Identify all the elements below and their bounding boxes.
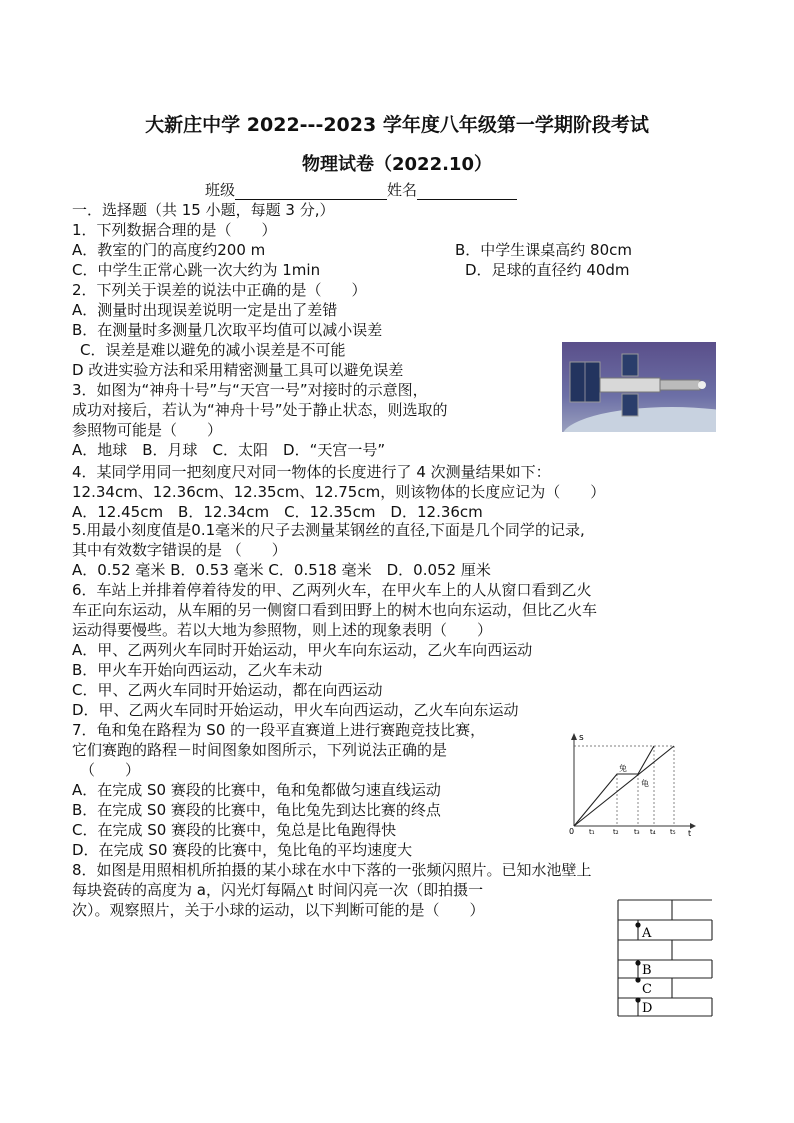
q6-stem-1: 6．车站上并排着停着待发的甲、乙两列火车，在甲火车上的人从窗口看到乙火 — [72, 581, 592, 599]
turtle-line — [574, 746, 674, 826]
q6-stem-3: 运动得要慢些。若以大地为参照物，则上述的现象表明（ ） — [72, 621, 493, 639]
q2-option-d: D 改进实验方法和采用精密测量工具可以避免误差 — [72, 361, 404, 379]
q5-stem-1: 5.用最小刻度值是0.1毫米的尺子去测量某钢丝的直径,下面是几个同学的记录, — [72, 521, 585, 539]
q1-option-c: C．中学生正常心跳一次大约为 1min — [72, 261, 321, 279]
tick-t1: t₁ — [589, 828, 595, 836]
ball-position-b — [635, 960, 640, 965]
q6-option-d: D．甲、乙两火车同时开始运动，甲火车向西运动，乙火车向东运动 — [72, 701, 519, 719]
q6-option-b: B．甲火车开始向西运动，乙火车未动 — [72, 661, 323, 679]
q7-stem-1: 7．龟和兔在路程为 S0 的一段平直赛道上进行赛跑竞技比赛， — [72, 721, 486, 739]
q7-option-c: C．在完成 S0 赛段的比赛中，兔总是比龟跑得快 — [72, 821, 397, 839]
q6-option-a: A．甲、乙两列火车同时开始运动，甲火车向东运动，乙火车向西运动 — [72, 641, 533, 659]
ball-position-c — [635, 977, 640, 982]
tile-label-a: A — [642, 926, 652, 941]
label-turtle: 龟 — [641, 779, 649, 788]
q3-stem-2: 成功对接后，若认为“神舟十号”处于静止状态，则选取的 — [72, 401, 448, 419]
q2-stem: 2．下列关于误差的说法中正确的是（ ） — [72, 281, 367, 299]
q8-stem-3: 次）。观察照片，关于小球的运动，以下判断可能的是（ ） — [72, 901, 485, 919]
name-blank — [417, 183, 517, 200]
q3-stem-1: 3．如图为“神舟十号”与“天宫一号”对接时的示意图， — [72, 381, 428, 399]
name-label: 姓名 — [387, 181, 418, 199]
axis-label-t: t — [688, 829, 692, 836]
q6-option-c: C．甲、乙两火车同时开始运动，都在向西运动 — [72, 681, 383, 699]
tile-label-c: C — [642, 982, 652, 997]
q1-stem: 1．下列数据合理的是（ ） — [72, 221, 277, 239]
student-info — [205, 180, 517, 200]
q7-option-b: B．在完成 S0 赛段的比赛中，龟比兔先到达比赛的终点 — [72, 801, 441, 819]
ball-position-d — [635, 997, 640, 1002]
tick-t4: t₄ — [650, 828, 656, 836]
axis-label-s: s — [579, 733, 584, 743]
q7-stem-3: （ ） — [80, 761, 141, 779]
ball-position-a — [635, 922, 640, 927]
q7-option-d: D．在完成 S0 赛段的比赛中，兔比龟的平均速度大 — [72, 841, 413, 859]
q4-stem-1: 4．某同学用同一把刻度尺对同一物体的长度进行了 4 次测量结果如下： — [72, 463, 551, 481]
q8-stem-1: 8．如图是用照相机所拍摄的某小球在水中下落的一张频闪照片。已知水池壁上 — [72, 861, 592, 879]
tile-label-b: B — [642, 963, 652, 978]
q4-options: A．12.45cm B．12.34cm C．12.35cm D．12.36cm — [72, 503, 483, 521]
q2-option-c: C．误差是难以避免的减小误差是不可能 — [80, 341, 346, 359]
q4-stem-2: 12.34cm、12.36cm、12.35cm、12.75cm，则该物体的长度应记为（ ） — [72, 483, 606, 501]
distance-time-graph — [562, 728, 702, 836]
q1-option-d: D．足球的直径约 40dm — [465, 261, 630, 279]
tick-t2: t₂ — [613, 828, 619, 836]
q8-stem-2: 每块瓷砖的高度为 a，闪光灯每隔△t 时间闪亮一次（即拍摄一 — [72, 881, 484, 899]
q2-option-a: A．测量时出现误差说明一定是出了差错 — [72, 301, 338, 319]
tick-t5: t₅ — [670, 828, 676, 836]
axis-label-origin: 0 — [569, 827, 575, 836]
spacecraft-docking-photo — [562, 342, 716, 432]
q1-option-a: A．教室的门的高度约200 m — [72, 241, 266, 259]
y-axis-arrow — [571, 733, 577, 740]
q6-stem-2: 车正向东运动，从车厢的另一侧窗口看到田野上的树木也向东运动，但比乙火车 — [72, 601, 598, 619]
class-label: 班级 — [205, 181, 236, 199]
q2-option-b: B．在测量时多测量几次取平均值可以减小误差 — [72, 321, 383, 339]
q1-option-b: B．中学生课桌高约 80cm — [455, 241, 633, 259]
label-rabbit: 兔 — [619, 764, 627, 773]
q3-options: A．地球 B．月球 C．太阳 D．“天宫一号” — [72, 441, 386, 459]
q5-stem-2: 其中有效数字错误的是 （ ） — [72, 541, 287, 559]
q3-stem-3: 参照物可能是（ ） — [72, 421, 223, 439]
q7-option-a: A．在完成 S0 赛段的比赛中，龟和兔都做匀速直线运动 — [72, 781, 441, 799]
section-heading: 一．选择题（共 15 小题，每题 3 分,） — [72, 201, 335, 219]
q5-options: A．0.52 毫米 B．0.53 毫米 C．0.518 毫米 D．0.052 厘米 — [72, 561, 491, 579]
exam-subtitle: 物理试卷（2022.10） — [302, 154, 492, 175]
exam-title: 大新庄中学 2022---2023 学年度八年级第一学期阶段考试 — [145, 114, 649, 136]
tile-label-d: D — [642, 1001, 653, 1016]
tick-t3: t₃ — [634, 828, 640, 836]
q7-stem-2: 它们赛跑的路程－时间图象如图所示，下列说法正确的是 — [72, 741, 448, 759]
class-blank — [235, 183, 387, 200]
tile-wall-strobe-photo — [612, 898, 716, 1020]
